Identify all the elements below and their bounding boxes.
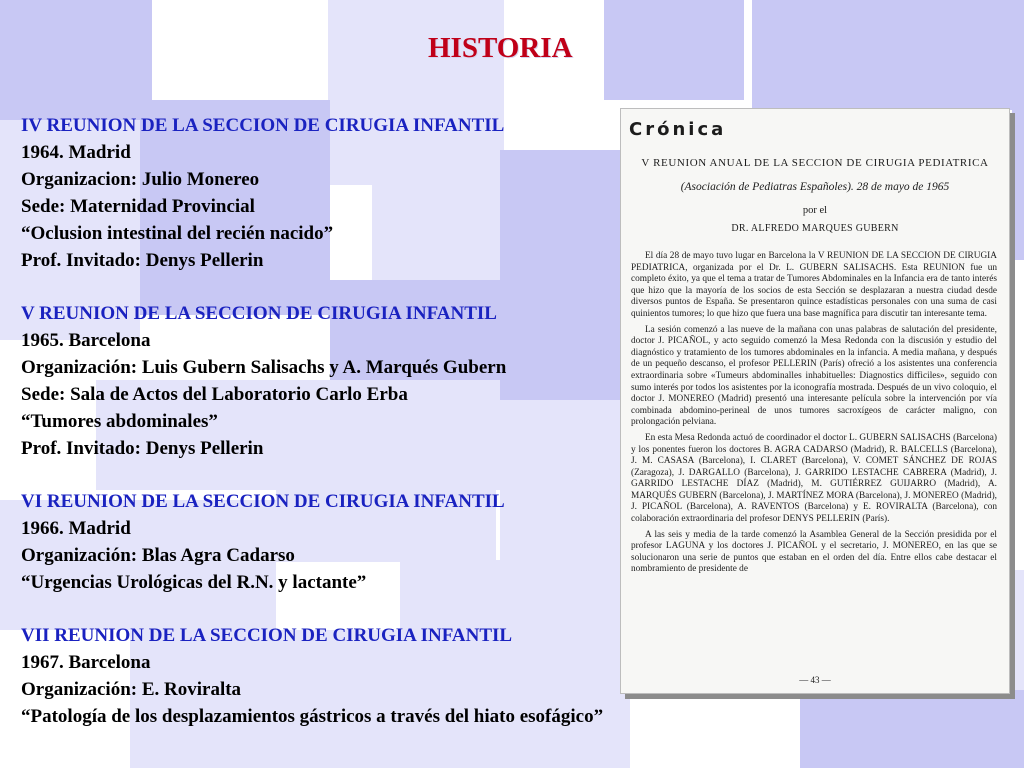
section-line: 1965. Barcelona (21, 330, 151, 351)
section-line: “Oclusion intestinal del recién nacido” (21, 223, 334, 244)
scan-paragraph: A las seis y media de la tarde comenzó la Asamblea General de la Sección presidida por el profesor LAGUNA y los doctores J. PICAÑOL y el secretario, J. MONEREO, en las que se solucionaron una serie de puntos que estaban en el orden del día. Entre ellos cabe destacar el nombramiento de presidente de (631, 529, 997, 575)
section-line: 1964. Madrid (21, 142, 131, 163)
scan-heading: Crónica (629, 119, 727, 140)
section-line: 1967. Barcelona (21, 652, 151, 673)
page-title: HISTORIA (428, 32, 573, 64)
scan-byline: por el (802, 205, 828, 216)
scan-meeting-info: (Asociación de Pediatras Españoles). 28 de mayo de 1965 (680, 181, 950, 193)
section-line: Sede: Maternidad Provincial (21, 196, 255, 217)
scan-paragraph: El día 28 de mayo tuvo lugar en Barcelona la V REUNION DE LA SECCION DE CIRUGIA PEDIATRICA, organizada por el Dr. L. GUBERN SALISACHS. Esta REUNION fue un completo éxito, ya que el tema a tratar de Tumores Abdominales en la Infancia era de tanto interés que hizo que la mayoría de los socios de esta Sección se desplazaran a nuestra ciudad desde diversos puntos de España. Se presentaron quince estadísticas personales con una suma de casi quinientos tumores; lo que hizo que fuera una base magnífica para discutir tan interesante tema. (631, 251, 997, 319)
section-line: “Tumores abdominales” (21, 411, 218, 432)
scan-author: DR. ALFREDO MARQUES GUBERN (731, 223, 899, 234)
scan-page-number: — 43 — (799, 675, 831, 685)
background-tile (1012, 110, 1024, 260)
section-line: 1966. Madrid (21, 518, 131, 539)
section-line: Sede: Sala de Actos del Laboratorio Carlo Erba (21, 384, 408, 405)
background-tile (752, 0, 1024, 110)
section-heading: VI REUNION DE LA SECCION DE CIRUGIA INFANTIL (21, 491, 505, 512)
background-tile (604, 0, 744, 100)
background-tile (800, 690, 1024, 768)
section-heading: IV REUNION DE LA SECCION DE CIRUGIA INFANTIL (21, 115, 505, 136)
section-line: Organizacion: Julio Monereo (21, 169, 260, 190)
section-line: Organización: Blas Agra Cadarso (21, 545, 295, 566)
scan-paragraph: En esta Mesa Redonda actuó de coordinador el doctor L. GUBERN SALISACHS (Barcelona) y los ponentes fueron los doctores B. AGRA CADARSO (Madrid), R. BALCELLS (Barcelona), J. M. CASASA (Barcelona), I. CLARET (Barcelona), V. COMET SÁNCHEZ DE ROJAS (Zaragoza), J. DARGALLO (Barcelona), J. GARRIDO LESTACHE CABRERA (Madrid), J. GARRIDO LESTACHE DÍAZ (Madrid), M. GUTIÉRREZ GUIJARRO (Madrid), A. MARQUÉS GUBERN (Barcelona), J. MARTÍNEZ MORA (Barcelona), J. MONEREO (Madrid), J. PICAÑOL (Barcelona), A. RAVENTOS (Barcelona) y E. ROVIRALTA (Barcelona), con colaboración extraordinaria del profesor DENYS PELLERIN (París). (631, 432, 997, 525)
section-line: “Urgencias Urológicas del R.N. y lactante” (21, 572, 367, 593)
scan-body (631, 251, 997, 580)
background-tile (0, 0, 152, 120)
section-line: Prof. Invitado: Denys Pellerin (21, 438, 264, 459)
scan-subtitle: V REUNION ANUAL DE LA SECCION DE CIRUGIA PEDIATRICA (641, 157, 989, 169)
section-heading: V REUNION DE LA SECCION DE CIRUGIA INFANTIL (21, 303, 497, 324)
section-line: Prof. Invitado: Denys Pellerin (21, 250, 264, 271)
section-heading: VII REUNION DE LA SECCION DE CIRUGIA INFANTIL (21, 625, 513, 646)
section-line: Organización: Luis Gubern Salisachs y A. Marqués Gubern (21, 357, 507, 378)
scan-paragraph: La sesión comenzó a las nueve de la mañana con unas palabras de salutación del presidente, doctor J. PICAÑOL, y acto seguido comenzó la Mesa Redonda con la discusión y estudio del diagnóstico y tratamiento de los tumores abdominales en la infancia. A media mañana, y después de un pequeño descanso, el profesor PELLERIN (París) ofreció a los asistentes una conferencia extraordinaria sobre «Tumeurs abdominalles inhabituelles: Diagnostics difficiles», seguido con sumo interés por todos los asistentes por la iconografía mostrada. Después de un vivo coloquio, el doctor J. MONEREO (Madrid) presentó una interesante película sobre la intervención por vía combinada abdomino-perineal de unos tumores sacroxígeos de carácter maligno, con prolongación pelviana. (631, 324, 997, 428)
scanned-document (620, 108, 1010, 694)
section-line: Organización: E. Roviralta (21, 679, 242, 700)
section-line: “Patología de los desplazamientos gástricos a través del hiato esofágico” (21, 706, 604, 727)
